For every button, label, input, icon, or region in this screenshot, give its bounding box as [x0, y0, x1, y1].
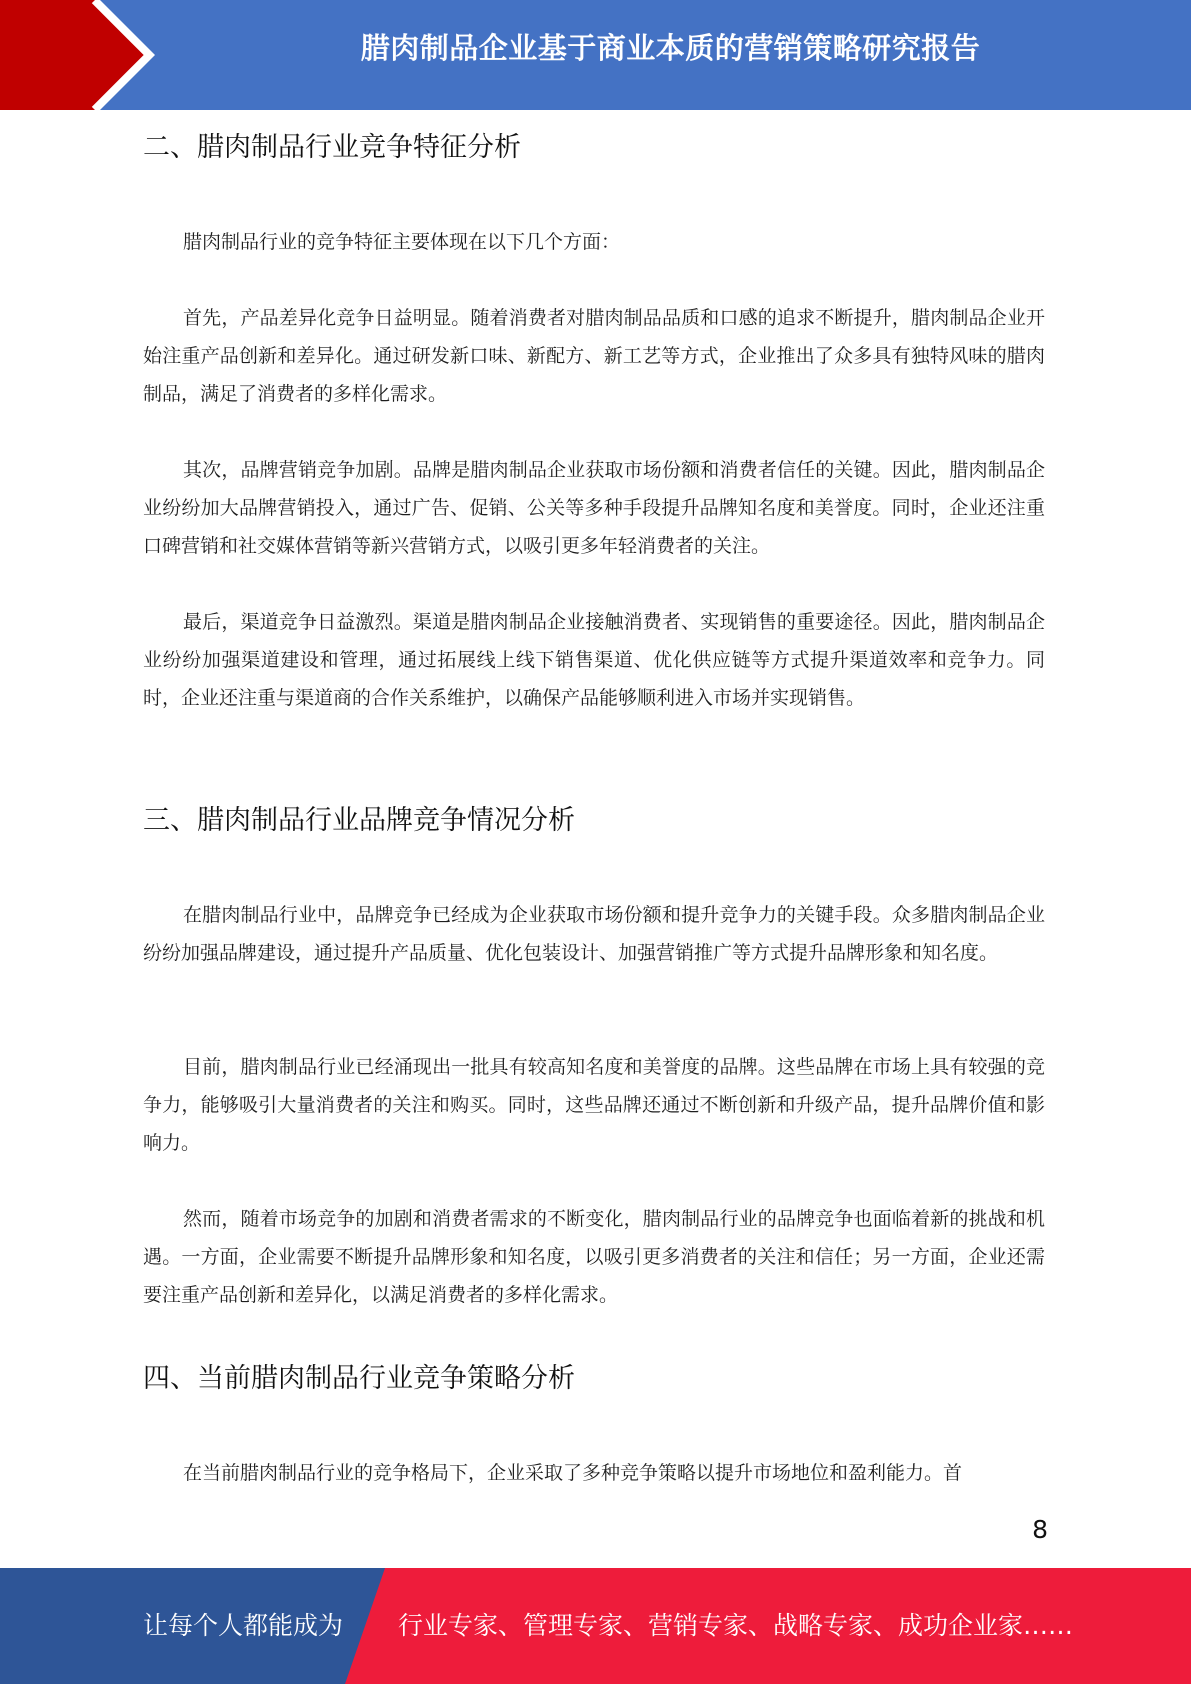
paragraph: 在当前腊肉制品行业的竞争格局下，企业采取了多种竞争策略以提升市场地位和盈利能力。首	[183, 1462, 963, 1484]
page-header	[0, 0, 1191, 110]
paragraph: 腊肉制品行业的竞争特征主要体现在以下几个方面：	[183, 231, 621, 253]
paragraph: 然而，随着市场竞争的加剧和消费者需求的不断变化，腊肉制品行业的品牌竞争也面临着新的挑战和机遇。一方面，企业需要不断提升品牌形象和知名度，以吸引更多消费者的关注和信任；另一方面，企业还需要注重产品创新和差异化，以满足消费者的多样化需求。	[143, 1208, 1045, 1306]
paragraph: 在腊肉制品行业中，品牌竞争已经成为企业获取市场份额和提升竞争力的关键手段。众多腊肉制品企业纷纷加强品牌建设，通过提升产品质量、优化包装设计、加强营销推广等方式提升品牌形象和知名度。	[143, 904, 1045, 964]
report-title: 腊肉制品企业基于商业本质的营销策略研究报告	[360, 31, 981, 65]
page-number: 8	[1032, 1515, 1048, 1544]
section-heading-2: 二、腊肉制品行业竞争特征分析	[143, 132, 521, 163]
header-arrow-accent	[0, 0, 160, 110]
section-heading-4: 四、当前腊肉制品行业竞争策略分析	[143, 1363, 575, 1394]
paragraph: 其次，品牌营销竞争加剧。品牌是腊肉制品企业获取市场份额和消费者信任的关键。因此，腊肉制品企业纷纷加大品牌营销投入，通过广告、促销、公关等多种手段提升品牌知名度和美誉度。同时，企业还注重口碑营销和社交媒体营销等新兴营销方式，以吸引更多年轻消费者的关注。	[143, 459, 1045, 557]
page-footer	[0, 1568, 1191, 1684]
section-heading-3: 三、腊肉制品行业品牌竞争情况分析	[143, 805, 575, 836]
paragraph: 目前，腊肉制品行业已经涌现出一批具有较高知名度和美誉度的品牌。这些品牌在市场上具有较强的竞争力，能够吸引大量消费者的关注和购买。同时，这些品牌还通过不断创新和升级产品，提升品牌价值和影响力。	[143, 1056, 1045, 1154]
paragraph: 最后，渠道竞争日益激烈。渠道是腊肉制品企业接触消费者、实现销售的重要途径。因此，腊肉制品企业纷纷加强渠道建设和管理，通过拓展线上线下销售渠道、优化供应链等方式提升渠道效率和竞争力。同时，企业还注重与渠道商的合作关系维护，以确保产品能够顺利进入市场并实现销售。	[143, 611, 1045, 709]
footer-slogan-left: 让每个人都能成为	[143, 1611, 344, 1640]
footer-slogan-right: 行业专家、管理专家、营销专家、战略专家、成功企业家……	[398, 1611, 1074, 1640]
paragraph: 首先，产品差异化竞争日益明显。随着消费者对腊肉制品品质和口感的追求不断提升，腊肉制品企业开始注重产品创新和差异化。通过研发新口味、新配方、新工艺等方式，企业推出了众多具有独特风味的腊肉制品，满足了消费者的多样化需求。	[143, 307, 1045, 405]
